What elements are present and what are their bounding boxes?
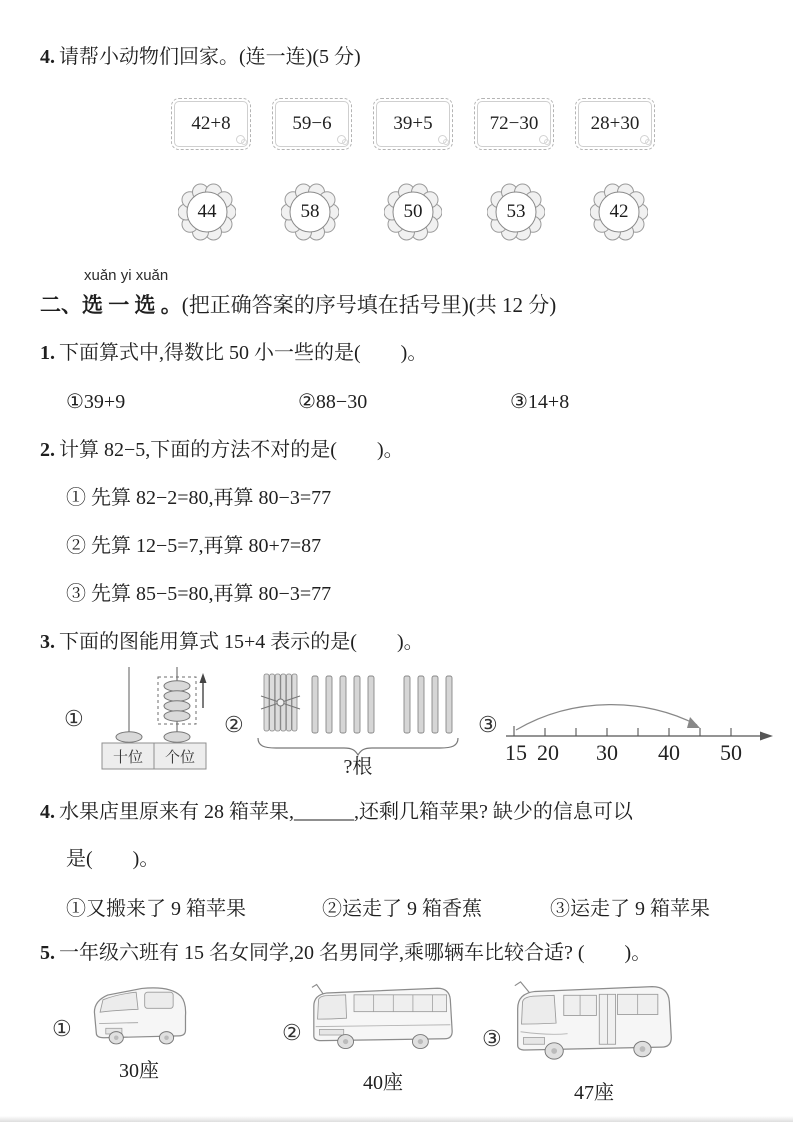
- question-text: 计算 82−5,下面的方法不对的是( )。: [59, 439, 404, 461]
- bus-option-3: [482, 978, 678, 1105]
- tick-label: 50: [720, 740, 742, 765]
- expression-card-row: [174, 101, 652, 147]
- expression-text: 39+5: [393, 113, 433, 134]
- card-flourish-icon: [337, 135, 346, 144]
- flower-answer-row: [178, 183, 648, 241]
- flower-number: 53: [506, 201, 526, 222]
- question-text: 下面算式中,得数比 50 小一些的是( )。: [59, 342, 428, 364]
- flower-answer: [384, 183, 442, 241]
- bus3-seats-label: 47座: [574, 1082, 614, 1104]
- q3-line: [40, 629, 424, 656]
- q4-line2: 是( )。: [66, 848, 160, 870]
- tick-label: 15: [505, 740, 527, 765]
- question-number: 2.: [40, 439, 55, 461]
- option-item: ②运走了 9 箱香蕉: [322, 898, 482, 920]
- q1-options-row: [66, 389, 569, 414]
- option-item: ②88−30: [298, 391, 368, 413]
- option-item: ①又搬来了 9 箱苹果: [66, 898, 246, 920]
- expression-text: 42+8: [191, 113, 231, 134]
- matching-question-line: [40, 44, 361, 71]
- q1-line: [40, 340, 427, 367]
- brace-icon: [258, 738, 458, 755]
- option-item: ③运走了 9 箱苹果: [550, 898, 710, 920]
- method-line: ③ 先算 85−5=80,再算 80−3=77: [66, 583, 332, 605]
- fig3-circled-number: ③: [478, 712, 498, 737]
- expression-text: 28+30: [590, 113, 640, 134]
- fig1-circled-number: ①: [64, 706, 84, 731]
- question-number: 1.: [40, 342, 55, 364]
- bus-option-1: [52, 978, 212, 1083]
- q2-line: [40, 437, 404, 464]
- expression-text: 72−30: [489, 113, 539, 134]
- bus2-seats-label: 40座: [363, 1072, 403, 1094]
- card-flourish-icon: [640, 135, 649, 144]
- bus-icon: [308, 978, 458, 1064]
- question-number: 5.: [40, 942, 55, 964]
- question-number: 4.: [40, 46, 55, 68]
- section-title: [40, 289, 556, 319]
- q4-line1: [40, 799, 633, 826]
- question-text: 请帮小动物们回家。(连一连)(5 分): [59, 46, 361, 68]
- bus1-circled-number: ①: [52, 1016, 72, 1041]
- flower-number: 58: [300, 201, 320, 222]
- tick-label: 40: [658, 740, 680, 765]
- q3-figures-row: [52, 664, 793, 792]
- card-flourish-icon: [438, 135, 447, 144]
- flower-answer: [487, 183, 545, 241]
- flower-number: 50: [403, 201, 423, 222]
- sticks-figure: [250, 668, 466, 776]
- card-flourish-icon: [236, 135, 245, 144]
- number-line-figure: [504, 672, 776, 772]
- tick-label: 30: [596, 740, 618, 765]
- section-title-bold: 二、选 一 选 。: [40, 293, 182, 317]
- method-line: ② 先算 12−5=7,再算 80+7=87: [66, 535, 322, 557]
- ones-column-label: 个位: [164, 750, 196, 766]
- expression-card: [275, 101, 349, 147]
- expression-card: [174, 101, 248, 147]
- card-flourish-icon: [539, 135, 548, 144]
- bus-options-row: [0, 978, 760, 1110]
- q2-methods-list: [66, 485, 331, 629]
- expression-card: [578, 101, 652, 147]
- flower-answer: [178, 183, 236, 241]
- section-title-rest: (把正确答案的序号填在括号里)(共 12 分): [181, 293, 557, 317]
- flower-answer: [590, 183, 648, 241]
- q5-line: [40, 940, 651, 967]
- flower-answer: [281, 183, 339, 241]
- bus3-circled-number: ③: [482, 1026, 502, 1051]
- question-text: 水果店里原来有 28 箱苹果,______,还剩几箱苹果? 缺少的信息可以: [59, 801, 633, 823]
- option-item: ①39+9: [66, 391, 126, 413]
- expression-text: 59−6: [292, 113, 332, 134]
- expression-card: [477, 101, 551, 147]
- flower-number: 42: [609, 201, 629, 222]
- question-text: 下面的图能用算式 15+4 表示的是( )。: [59, 631, 424, 653]
- tens-column-label: 十位: [112, 750, 144, 766]
- fig2-circled-number: ②: [224, 712, 244, 737]
- tick-label: 20: [537, 740, 559, 765]
- bus2-circled-number: ②: [282, 1020, 302, 1045]
- flower-number: 44: [197, 201, 217, 222]
- big-bus-icon: [510, 978, 678, 1074]
- question-text: 一年级六班有 15 名女同学,20 名男同学,乘哪辆车比较合适? ( )。: [59, 942, 652, 964]
- option-item: ③14+8: [510, 391, 570, 413]
- abacus-figure: [92, 664, 214, 776]
- section-pinyin: xuǎn yi xuǎn: [84, 267, 169, 284]
- q4-options-row: [66, 892, 710, 921]
- question-number: 4.: [40, 801, 55, 823]
- jump-arc-icon: [516, 705, 697, 730]
- method-line: ① 先算 82−2=80,再算 80−3=77: [66, 487, 332, 509]
- axis-arrow-icon: [760, 732, 773, 741]
- expression-card: [376, 101, 450, 147]
- bus-option-2: [282, 978, 458, 1095]
- minivan-icon: [86, 978, 192, 1052]
- sticks-caption: ?根: [343, 756, 373, 776]
- bus1-seats-label: 30座: [119, 1060, 159, 1082]
- question-number: 3.: [40, 631, 55, 653]
